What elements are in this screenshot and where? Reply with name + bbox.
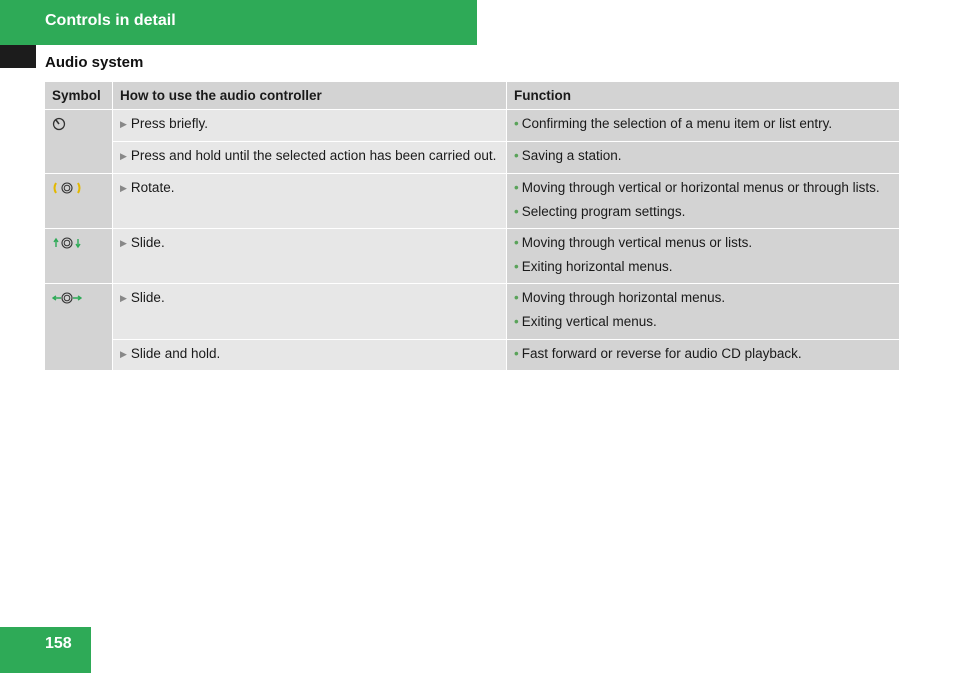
slide-horizontal-controller-icon — [52, 291, 82, 309]
how-cell: ▶ Press briefly. — [113, 110, 507, 142]
bullet-icon: • — [514, 116, 519, 131]
bullet-icon: • — [514, 235, 519, 250]
function-cell: • Confirming the selection of a menu item or list entry. — [507, 110, 900, 142]
slide-vertical-controller-icon — [52, 236, 82, 254]
bullet-icon: • — [514, 314, 519, 329]
table-row — [45, 142, 899, 174]
audio-controller-table — [45, 82, 899, 371]
table-row — [45, 174, 899, 229]
table-row — [45, 229, 899, 284]
symbol-cell — [45, 174, 113, 229]
how-cell: ▶ Rotate. — [113, 174, 507, 229]
arrow-bullet-icon: ▶ — [120, 151, 127, 161]
table-header-row — [45, 82, 899, 110]
press-controller-icon — [52, 117, 66, 135]
table-row — [45, 110, 899, 142]
table-row — [45, 340, 899, 371]
how-cell: ▶ Slide and hold. — [113, 340, 507, 371]
arrow-bullet-icon: ▶ — [120, 349, 127, 359]
arrow-bullet-icon: ▶ — [120, 183, 127, 193]
how-cell: ▶ Slide. — [113, 229, 507, 284]
bullet-icon: • — [514, 290, 519, 305]
symbol-cell — [45, 229, 113, 284]
bullet-icon: • — [514, 204, 519, 219]
column-header-how: How to use the audio controller — [113, 82, 507, 110]
symbol-cell — [45, 110, 113, 174]
arrow-bullet-icon: ▶ — [120, 293, 127, 303]
table-row — [45, 284, 899, 340]
function-cell: • Saving a station. — [507, 142, 900, 174]
how-cell: ▶ Press and hold until the selected action has been carried out. — [113, 142, 507, 174]
function-cell: • Moving through vertical or horizontal menus or through lists. • Selecting program settings. — [507, 174, 900, 229]
page-number: 158 — [45, 635, 72, 652]
section-title: Audio system — [45, 54, 144, 71]
symbol-cell — [45, 284, 113, 371]
bullet-icon: • — [514, 148, 519, 163]
arrow-bullet-icon: ▶ — [120, 119, 127, 129]
how-cell: ▶ Slide. — [113, 284, 507, 340]
arrow-bullet-icon: ▶ — [120, 238, 127, 248]
function-cell: • Moving through horizontal menus. • Exiting vertical menus. — [507, 284, 900, 340]
function-cell: • Fast forward or reverse for audio CD playback. — [507, 340, 900, 371]
bullet-icon: • — [514, 346, 519, 361]
header-title: Controls in detail — [45, 12, 176, 29]
side-tab-marker — [0, 45, 36, 68]
column-header-function: Function — [507, 82, 900, 110]
rotate-controller-icon — [52, 181, 82, 199]
column-header-symbol: Symbol — [45, 82, 113, 110]
function-cell: • Moving through vertical menus or lists. • Exiting horizontal menus. — [507, 229, 900, 284]
bullet-icon: • — [514, 180, 519, 195]
bullet-icon: • — [514, 259, 519, 274]
